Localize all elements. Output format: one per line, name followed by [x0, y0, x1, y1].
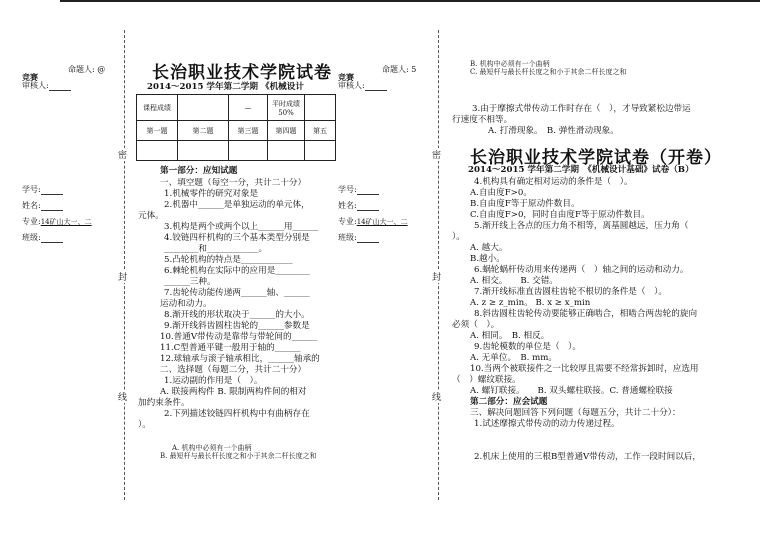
question-line: A.自由度F>0。	[470, 188, 532, 198]
score-cell	[137, 141, 178, 161]
class-label	[22, 232, 63, 243]
question-line: 12.球轴承与滚子轴承相比，______轴承的	[160, 354, 320, 364]
right-sheet	[338, 0, 779, 550]
seal-feng: 封	[432, 270, 441, 283]
question-line: A. 相交。 B. 交错。	[470, 276, 558, 286]
page-subtitle: 2014～2015 学年第二学期 《机械设计	[147, 82, 304, 92]
major-value: 14矿山大一、二	[356, 218, 408, 226]
section-1-heading: 第一部分：应知试题	[160, 166, 238, 176]
overlapped-option-1: B. 机构中必须有一个曲柄	[470, 60, 550, 68]
question-line: 1.运动副的作用是（ ）。	[164, 376, 263, 386]
name-text: 姓名:	[338, 201, 357, 210]
class-text: 班级:	[22, 233, 41, 242]
reviewer-text: 审核人:	[338, 81, 365, 90]
major-text: 专业:	[22, 217, 41, 226]
question-line: 6.蜗轮蜗杆传动用来传递两（ ）轴之间的运动和动力。	[474, 265, 689, 275]
reviewer-blank	[365, 82, 387, 91]
reviewer-top: 竞赛	[338, 72, 354, 82]
score-head: 第二题	[178, 121, 229, 141]
class-text: 班级:	[338, 233, 357, 242]
proposer-text: 命题人:	[382, 65, 409, 74]
question-line: 7.渐开线标准直齿圆柱齿轮不根切的条件是（ ）。	[474, 287, 667, 297]
question-line: 2.机器中______是单独运动的单元体，	[164, 200, 310, 210]
answer-space	[452, 430, 772, 452]
reviewer-top: 竞赛	[22, 72, 38, 82]
score-head: 第一题	[137, 121, 178, 141]
page-subtitle: 2014～2015 学年第二学期 《机械设计基础》试卷（B）	[468, 165, 694, 175]
question-line: 2.下列描述铰链四杆机构中有曲柄存在	[164, 409, 310, 419]
seal-mi: 密	[432, 148, 441, 161]
seal-xian: 线	[118, 390, 127, 403]
section-2-heading: 第二部分：应会试题	[470, 397, 548, 407]
score-cell	[305, 141, 336, 161]
score-cell: 平时成绩50%	[268, 95, 305, 121]
major-value: 14矿山大一、二	[40, 218, 92, 226]
binding-line	[124, 30, 125, 500]
major-text: 专业:	[338, 217, 357, 226]
page-title: 长治职业技术学院试卷（开卷）	[470, 148, 722, 168]
question-line: A. 相同。 B. 相反。	[470, 331, 550, 341]
page-title: 长治职业技术学院试卷	[152, 63, 332, 83]
question-line: A. 无单位。 B. mm。	[470, 353, 558, 363]
class-blank	[357, 234, 379, 243]
score-head: 第五	[305, 121, 336, 141]
question-line: A. 打滑现象。 B. 弹性滑动现象。	[488, 126, 619, 136]
question-line: A. 螺钉联接。 B. 双头螺柱联接。C. 普通螺栓联接	[470, 386, 673, 396]
question-line: ________和____________。	[164, 244, 268, 254]
question-line: A. 联接两构件 B. 限制两构件间的相对	[160, 387, 307, 397]
proposer-suffix: 5	[411, 65, 417, 74]
question-line: 一、填空题（每空一分，共计二十分）	[160, 178, 307, 188]
right-top-lines	[452, 104, 772, 137]
question-line: A. 越大。	[470, 243, 508, 253]
question-line: 二、选择题（每题二分，共计二十分）	[160, 365, 307, 375]
score-table	[136, 94, 336, 161]
student-no-label	[22, 184, 63, 195]
overlapped-option-1: A. 机构中必须有一个曲柄	[172, 444, 252, 452]
proposer-text: 命题人:	[68, 65, 95, 74]
proposer-suffix: @	[97, 65, 106, 74]
question-line: 10.普通V带传动是靠带与带轮间的______	[160, 332, 318, 342]
reviewer-blank	[49, 82, 71, 91]
question-line: 必须（ ）。	[452, 320, 500, 330]
question-line: 3.机构是两个或两个以上______用______	[164, 222, 319, 232]
major-label	[22, 216, 92, 228]
question-line: 7.齿轮传动能传递两______轴、______	[164, 288, 310, 298]
name-blank	[41, 202, 63, 211]
question-line: ）。	[138, 420, 151, 430]
question-line: 9.齿轮模数的单位是（ ）。	[474, 342, 582, 352]
name-blank	[357, 202, 379, 211]
question-line: 4.铰链四杆机构的三个基本类型分别是	[164, 233, 310, 243]
question-line: 11.C型普通平键一般用于轴的______	[160, 343, 301, 353]
question-line: 9.渐开线斜齿圆柱齿轮的______参数是	[164, 321, 310, 331]
score-cell	[178, 141, 229, 161]
score-cell	[178, 95, 229, 121]
score-cell: 课程成绩	[137, 95, 178, 121]
question-line: 6.棘轮机构在实际中的应用是________	[164, 266, 310, 276]
score-head: 第四题	[268, 121, 305, 141]
question-line: 1.试述摩擦式带传动的动力传递过程。	[474, 419, 620, 429]
question-line: 加约束条件。	[138, 398, 190, 408]
right-question-list	[452, 177, 772, 463]
seal-mi: 密	[118, 148, 127, 161]
question-line: 3.由于摩擦式带传动工作时存在（ ），才导致紧松边带运	[472, 104, 691, 114]
question-line: （ ）螺纹联接。	[452, 375, 521, 385]
score-cell	[229, 141, 268, 161]
score-cell	[305, 95, 336, 121]
question-line: 8.斜齿圆柱齿轮传动要能够正确啮合，相啮合两齿轮的旋向	[474, 309, 698, 319]
question-line: 4.机构具有确定相对运动的条件是（ ）。	[474, 177, 633, 187]
proposer-label	[68, 64, 105, 75]
top-rule	[60, 0, 390, 2]
question-line: B.越小。	[470, 254, 505, 264]
question-line: 元体。	[138, 211, 164, 221]
reviewer-label	[22, 80, 71, 91]
score-cell	[268, 141, 305, 161]
overlapped-option-2: C. 最短杆与最长杆长度之和小于其余二杆长度之和	[470, 68, 627, 76]
student-no-text: 学号:	[338, 185, 357, 194]
score-cell: —	[229, 95, 268, 121]
seal-xian: 线	[432, 390, 441, 403]
question-line: 8.渐开线的形状取决于______的大小。	[164, 310, 310, 320]
question-line: ______三种。	[164, 277, 216, 287]
name-text: 姓名:	[22, 201, 41, 210]
question-line: B.自由度F等于原动件数目。	[470, 199, 580, 209]
question-line: A. z ≥ z_min。 B. x ≥ x_min	[470, 298, 591, 308]
proposer-label	[382, 64, 416, 75]
question-line: 三、解决问题回答下列问题（每题五分，共计二十分）：	[470, 408, 681, 418]
name-label	[338, 200, 379, 211]
student-no-text: 学号:	[22, 185, 41, 194]
question-line: 5.渐开线上各点的压力角不相等，离基圆越远，压力角（	[474, 221, 689, 231]
score-head: 第三题	[229, 121, 268, 141]
student-no-label	[338, 184, 379, 195]
major-label	[338, 216, 408, 228]
question-line: C.自由度F>0，同时自由度F等于原动件数目。	[470, 210, 650, 220]
name-label	[22, 200, 63, 211]
question-line: 1.机械零件的研究对象是	[164, 189, 259, 199]
class-label	[338, 232, 379, 243]
student-no-blank	[41, 186, 63, 195]
binding-line	[438, 30, 439, 500]
reviewer-label	[338, 80, 387, 91]
reviewer-text: 审核人:	[22, 81, 49, 90]
top-rule	[390, 0, 760, 2]
student-no-blank	[357, 186, 379, 195]
question-line: 5.凸轮机构的特点是____________	[164, 255, 293, 265]
question-line: 行速度不相等。	[452, 115, 513, 125]
question-line: 运动和动力。	[160, 299, 212, 309]
question-line: 2.机床上使用的三根B型普通V带传动，工作一段时间以后，	[474, 452, 701, 462]
seal-feng: 封	[118, 270, 127, 283]
overlapped-option-2: B. 最短杆与最长杆长度之和小于其余二杆长度之和	[160, 452, 317, 460]
question-line: ）。	[452, 232, 465, 242]
class-blank	[41, 234, 63, 243]
question-line: 10.当两个被联接件之一比较厚且需要不经常拆卸时，应选用	[470, 364, 699, 374]
